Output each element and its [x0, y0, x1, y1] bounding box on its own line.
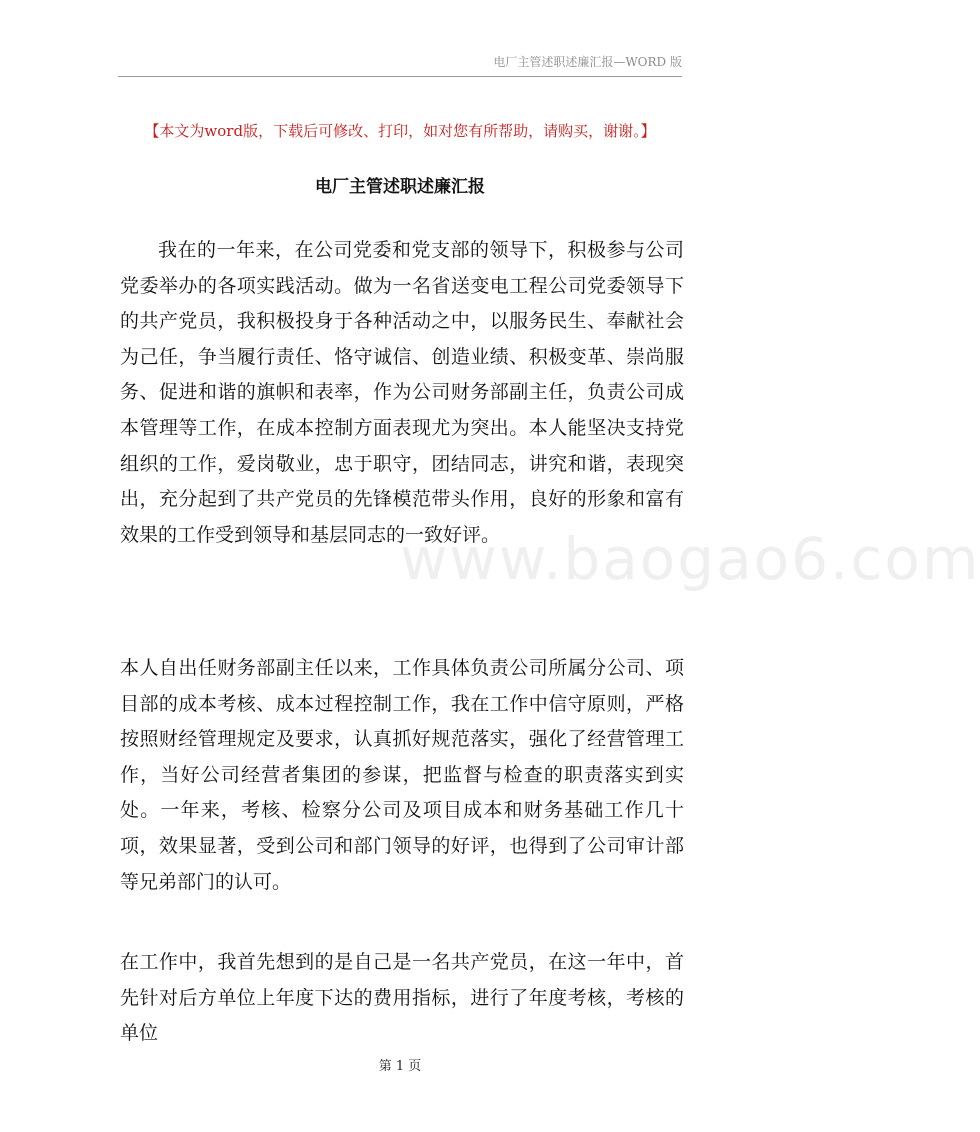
paragraph-1: 我在的一年来，在公司党委和党支部的领导下，积极参与公司党委举办的各项实践活动。做为一名省送变电工程公司党委领导下的共产党员，我积极投身于各种活动之中，以服务民生、奉献社会为己任，争当履行责任、恪守诚信、创造业绩、积极变革、崇尚服务、促进和谐的旗帜和表率，作为公司财务部副主任，负责公司成本管理等工作，在成本控制方面表现尤为突出。本人能坚决支持党组织的工作，爱岗敬业，忠于职守，团结同志，讲究和谐，表现突出，充分起到了共产党员的先锋模范带头作用，良好的形象和富有效果的工作受到领导和基层同志的一致好评。: [120, 239, 684, 546]
page-header: [118, 54, 682, 77]
paragraph-2: 本人自出任财务部副主任以来，工作具体负责公司所属分公司、项目部的成本考核、成本过程控制工作，我在工作中信守原则，严格按照财经管理规定及要求，认真抓好规范落实，强化了经营管理工作，当好公司经营者集团的参谋，把监督与检查的职责落实到实处。一年来，考核、检察分公司及项目成本和财务基础工作几十项，效果显著，受到公司和部门领导的好评，也得到了公司审计部等兄弟部门的认可。: [120, 657, 684, 893]
purchase-notice: 【本文为word版，下载后可修改、打印，如对您有所帮助，请购买，谢谢。】: [144, 122, 656, 140]
site-watermark: www.baogao6.com: [400, 525, 980, 593]
header-text: 电厂主管述职述廉汇报—WORD 版: [493, 55, 682, 69]
paragraph-3: 在工作中，我首先想到的是自己是一名共产党员，在这一年中，首先针对后方单位上年度下达的费用指标，进行了年度考核，考核的单位: [120, 951, 684, 1045]
page-number: 第 1 页: [378, 1059, 422, 1074]
document-title: 电厂主管述职述廉汇报: [315, 177, 485, 197]
